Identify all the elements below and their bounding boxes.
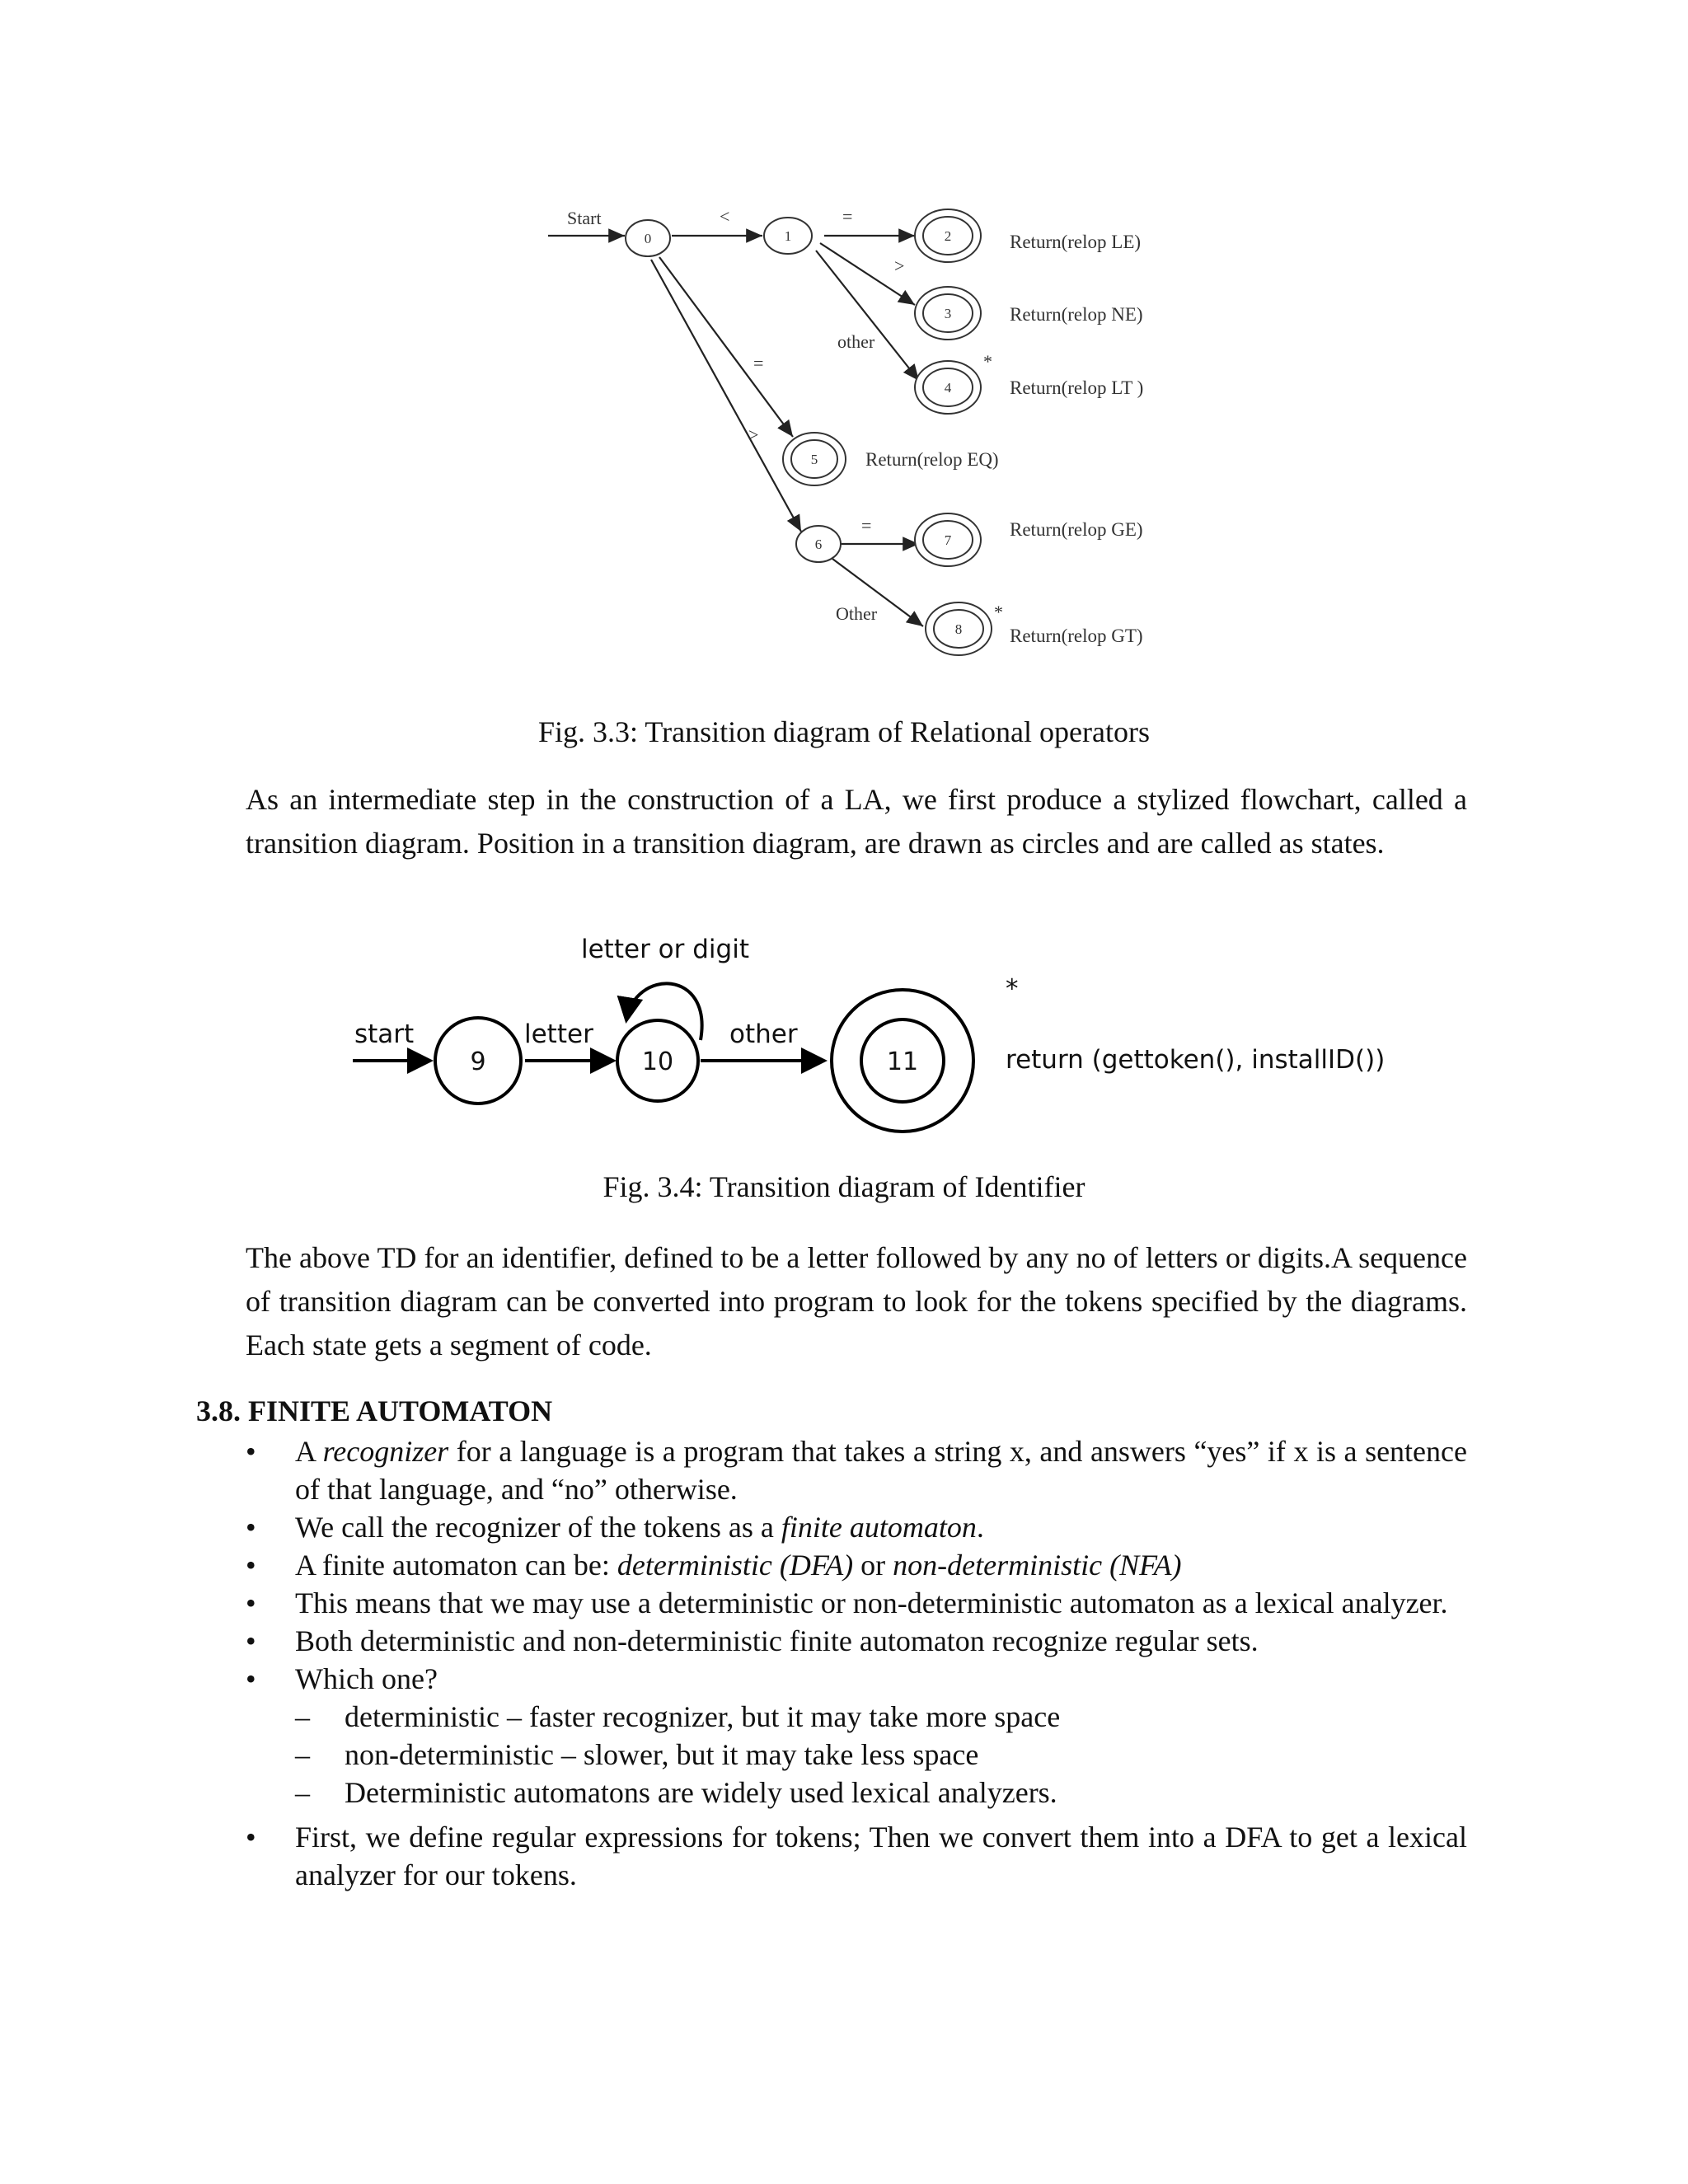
section-heading: 3.8. FINITE AUTOMATON bbox=[196, 1394, 553, 1427]
edge-label: other bbox=[729, 1019, 798, 1049]
state-label: 11 bbox=[886, 1047, 919, 1076]
state-label: 9 bbox=[470, 1047, 486, 1076]
return-label: Return(relop LE) bbox=[1010, 232, 1142, 252]
bullet-icon: • bbox=[246, 1549, 256, 1582]
list-item: • This means that we may use a deterministic or non-deterministic automaton as a lexical analyzer. bbox=[246, 1584, 1467, 1622]
paragraph: As an intermediate step in the construction of a LA, we first produce a stylized flowchart, called a transition diagram. Position in a transition diagram, are drawn as circles and are called as states. bbox=[246, 783, 1467, 860]
figure-caption: Fig. 3.4: Transition diagram of Identifier bbox=[603, 1170, 1085, 1203]
state-label: 7 bbox=[944, 532, 952, 548]
state-label: 10 bbox=[641, 1047, 674, 1076]
state-label: 8 bbox=[954, 621, 963, 637]
state-label: 2 bbox=[944, 228, 952, 244]
action-label: return (gettoken(), installID()) bbox=[1006, 1045, 1386, 1075]
edge-0-6 bbox=[651, 260, 801, 532]
return-label: Return(relop EQ) bbox=[865, 449, 999, 470]
edge-label: > bbox=[894, 255, 905, 276]
list-item: • Which one? bbox=[246, 1660, 1467, 1698]
state-label: 0 bbox=[644, 231, 652, 246]
list-item: • Both deterministic and non-deterministic finite automaton recognize regular sets. bbox=[246, 1622, 1467, 1660]
paragraph: The above TD for an identifier, defined to be a letter followed by any no of letters or digits.A sequence of transition diagram can be converted into program to look for the tokens specified by the diagrams. Each state gets a segment of code. bbox=[246, 1241, 1467, 1361]
state-label: 3 bbox=[944, 306, 952, 321]
state-label: 4 bbox=[944, 380, 952, 396]
dash-icon: – bbox=[295, 1776, 310, 1809]
start-label: start bbox=[354, 1019, 415, 1049]
accept-star: * bbox=[994, 602, 1003, 622]
edge-label: = bbox=[861, 515, 872, 536]
state-label: 1 bbox=[784, 228, 792, 244]
dash-icon: – bbox=[295, 1700, 310, 1733]
dash-icon: – bbox=[295, 1738, 310, 1771]
return-label: Return(relop GT) bbox=[1010, 626, 1143, 646]
accept-star: * bbox=[983, 351, 992, 372]
bullet-list bbox=[246, 1432, 1467, 1894]
relational-operators-diagram bbox=[0, 0, 1688, 692]
return-label: Return(relop LT ) bbox=[1010, 377, 1144, 398]
state-label: 5 bbox=[810, 452, 818, 467]
sub-list-item: – non-deterministic – slower, but it may take less space bbox=[246, 1736, 1467, 1774]
edge-label: < bbox=[720, 206, 730, 227]
sub-list-item: – Deterministic automatons are widely used lexical analyzers. bbox=[246, 1774, 1467, 1811]
edge-label: = bbox=[753, 353, 764, 373]
bullet-icon: • bbox=[246, 1435, 256, 1468]
bullet-icon: • bbox=[246, 1662, 256, 1695]
bullet-icon: • bbox=[246, 1624, 256, 1657]
figure-caption: Fig. 3.3: Transition diagram of Relational operators bbox=[538, 715, 1150, 748]
edge-label: letter bbox=[524, 1019, 593, 1049]
sub-list-item: – deterministic – faster recognizer, but it may take more space bbox=[246, 1698, 1467, 1736]
bullet-icon: • bbox=[246, 1586, 256, 1619]
edge-label: = bbox=[842, 206, 853, 227]
return-label: Return(relop GE) bbox=[1010, 519, 1143, 540]
identifier-diagram bbox=[0, 931, 1688, 1154]
list-item: • A finite automaton can be: deterministic (DFA) or non-deterministic (NFA) bbox=[246, 1546, 1467, 1584]
edge-label: Other bbox=[836, 603, 878, 624]
list-item: • First, we define regular expressions for tokens; Then we convert them into a DFA to get a lexical analyzer for our tokens. bbox=[246, 1818, 1467, 1894]
list-item: • We call the recognizer of the tokens as a finite automaton. bbox=[246, 1508, 1467, 1546]
list-item: • A recognizer for a language is a program that takes a string x, and answers “yes” if x is a sentence of that language, and “no” otherwise. bbox=[246, 1432, 1467, 1508]
state-label: 6 bbox=[814, 537, 823, 552]
accept-star: * bbox=[1006, 974, 1019, 1004]
start-label: Start bbox=[567, 208, 602, 228]
bullet-icon: • bbox=[246, 1511, 256, 1544]
self-loop-10 bbox=[626, 983, 702, 1040]
return-label: Return(relop NE) bbox=[1010, 304, 1143, 325]
bullet-icon: • bbox=[246, 1821, 256, 1854]
edge-0-5 bbox=[659, 257, 793, 437]
loop-label: letter or digit bbox=[581, 935, 749, 964]
edge-label: > bbox=[748, 424, 759, 445]
edge-label: other bbox=[837, 331, 875, 352]
